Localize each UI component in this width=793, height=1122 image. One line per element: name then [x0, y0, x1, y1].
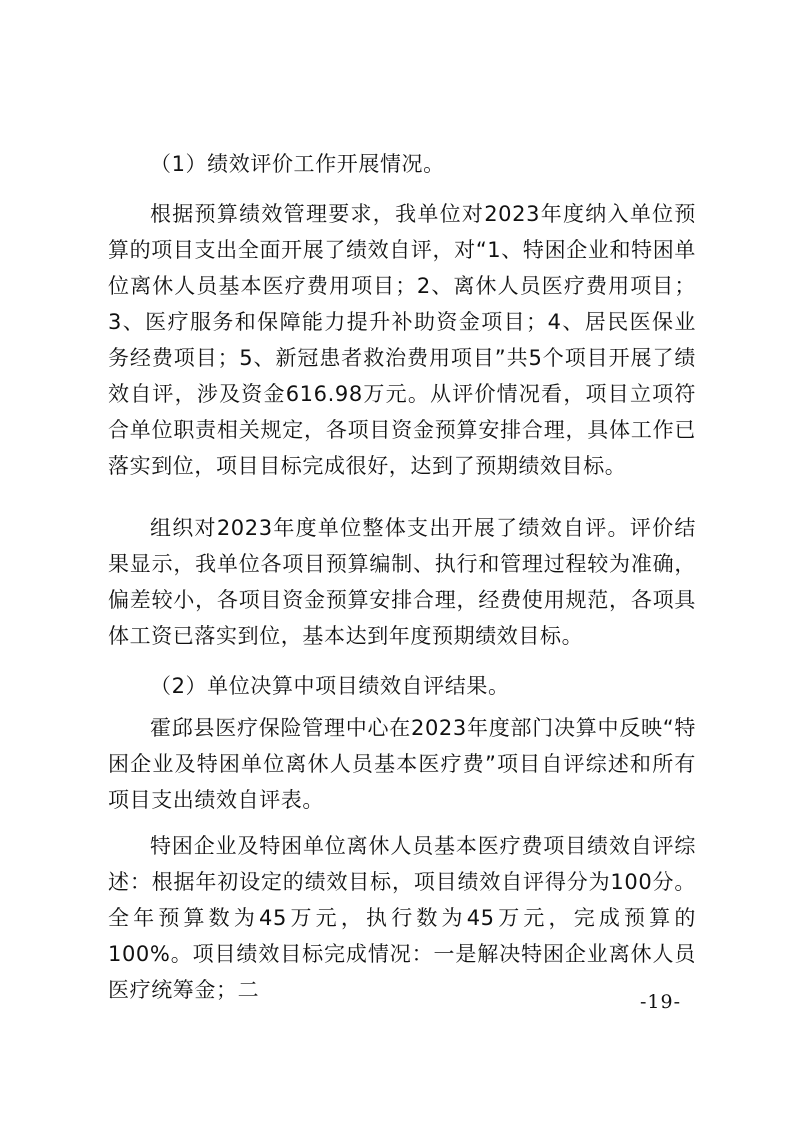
- page-number: -19-: [640, 991, 682, 1013]
- paragraph-project-evaluation: 根据预算绩效管理要求，我单位对2023年度纳入单位预算的项目支出全面开展了绩效自评，对“1、特困企业和特困单位离休人员基本医疗费用项目；2、离休人员医疗费用项目；3、医疗服务和保障能力提升补助资金项目；4、居民医保业务经费项目；5、新冠患者救治费用项目”共5个项目开展了绩效自评，涉及资金616.98万元。从评价情况看，项目立项符合单位职责相关规定，各项目资金预算安排合理，具体工作已落实到位，项目目标完成很好，达到了预期绩效目标。: [108, 202, 696, 478]
- paragraph-department-report: 霍邱县医疗保险管理中心在2023年度部门决算中反映“特困企业及特困单位离休人员基本医疗费”项目自评综述和所有项目支出绩效自评表。: [108, 716, 696, 812]
- paragraph-project-summary: 特困企业及特困单位离休人员基本医疗费项目绩效自评综述：根据年初设定的绩效目标，项目绩效自评得分为100分。全年预算数为45万元，执行数为45万元，完成预算的100%。项目绩效目标完成情况：一是解决特困企业离休人员医疗统筹金；二: [108, 834, 696, 1002]
- heading-final-accounts-results: （2）单位决算中项目绩效自评结果。: [150, 674, 510, 698]
- paragraph-overall-evaluation: 组织对2023年度单位整体支出开展了绩效自评。评价结果显示，我单位各项目预算编制、执行和管理过程较为准确，偏差较小，各项目资金预算安排合理，经费使用规范，各项具体工资已落实到位，基本达到年度预期绩效目标。: [108, 516, 696, 648]
- heading-evaluation-status: （1）绩效评价工作开展情况。: [150, 152, 445, 176]
